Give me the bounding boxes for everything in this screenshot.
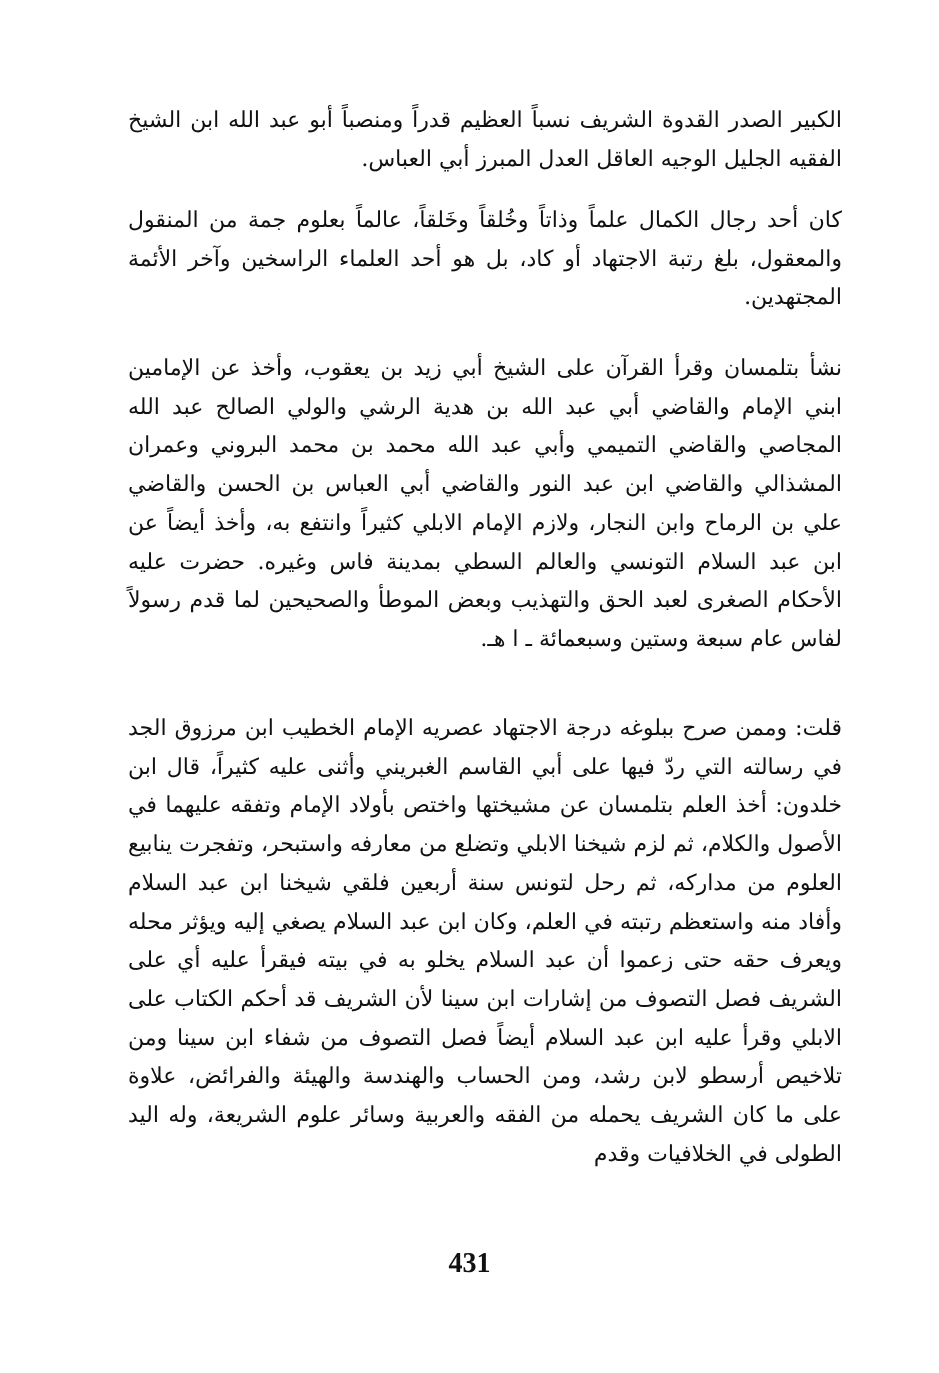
paragraph-ijtihad: قلت: وممن صرح ببلوغه درجة الاجتهاد عصريه الإمام الخطيب ابن مرزوق الجد في رسالته التي ردّ فيها على أبي القاسم الغبريني وأثنى عليه كثيراً، قال ابن خلدون: أخذ العلم بتلمسان عن مشيختها واختص بأولاد الإمام وتفقه عليهما في الأصول والكلام، ثم لزم شيخنا الابلي وتضلع من معارفه واستبحر، وتفجرت ينابيع العلوم من مداركه، ثم رحل لتونس سنة أربعين فلقي شيخنا ابن عبد السلام وأفاد منه واستعظم رتبته في العلم، وكان ابن عبد السلام يصغي إليه ويؤثر محله ويعرف حقه حتى زعموا أن عبد السلام يخلو به في بيته فيقرأ عليه أي على الشريف فصل التصوف من إشارات ابن سينا لأن الشريف قد أحكم الكتاب على الابلي وقرأ عليه ابن عبد السلام أيضاً فصل التصوف من شفاء ابن سينا ومن تلاخيص أرسطو لابن رشد، ومن الحساب والهندسة والهيئة والفرائض، علاوة على ما كان الشريف يحمله من الفقه والعربية وسائر علوم الشريعة، وله اليد الطولى في الخلافيات وقدم — [128, 716, 842, 1167]
page-number: 431 — [448, 1248, 491, 1279]
paragraph-teachers: نشأ بتلمسان وقرأ القرآن على الشيخ أبي زيد بن يعقوب، وأخذ عن الإمامين ابني الإمام والقاضي أبي عبد الله بن هدية الرشي والولي الصالح عبد الله المجاصي والقاضي التميمي وأبي عبد الله محمد بن محمد البروني وعمران المشذالي والقاضي ابن عبد النور والقاضي أبي العباس بن الحسن والقاضي علي بن الرماح وابن النجار، ولازم الإمام الابلي كثيراً وانتفع به، وأخذ أيضاً عن ابن عبد السلام التونسي والعالم السطي بمدينة فاس وغيره. حضرت عليه الأحكام الصغرى لعبد الحق والتهذيب وبعض الموطأ والصحيحين لما قدم رسولاً لفاس عام سبعة وستين وسبعمائة ـ ا هـ. — [128, 356, 842, 652]
paragraph-intro-titles: الكبير الصدر القدوة الشريف نسباً العظيم قدراً ومنصباً أبو عبد الله ابن الشيخ الفقيه الجليل الوجيه العاقل العدل المبرز أبي العباس. — [128, 108, 842, 172]
paragraph-character: كان أحد رجال الكمال علماً وذاتاً وخُلقاً وخَلقاً، عالماً بعلوم جمة من المنقول والمعقول، بلغ رتبة الاجتهاد أو كاد، بل هو أحد العلماء الراسخين وآخر الأئمة المجتهدين. — [128, 208, 842, 311]
